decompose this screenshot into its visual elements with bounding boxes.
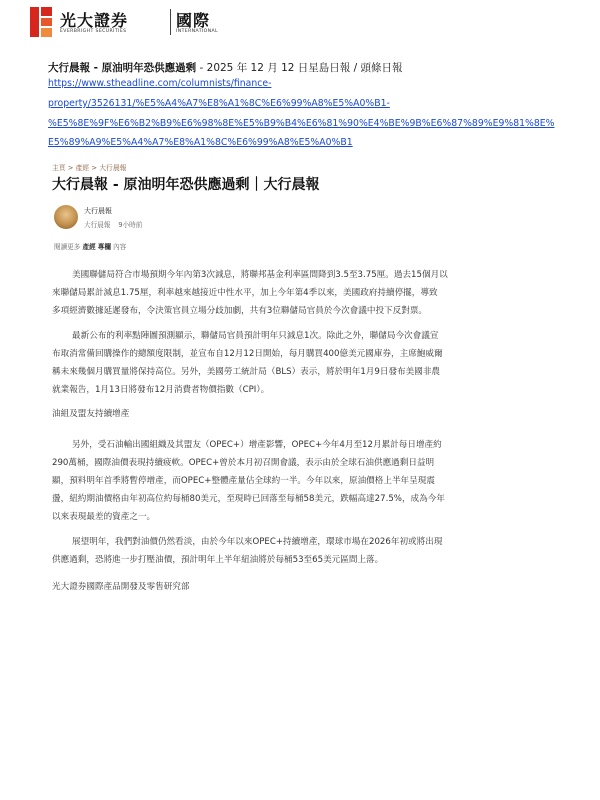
company-logo [30, 5, 230, 39]
article-paragraph [52, 436, 560, 526]
paragraph-line: 290萬桶，國際油價表現持續疲軟。OPEC+曾於本月初召開會議，表示由於全球石油供應過剩日益明 [52, 458, 435, 468]
breadcrumb[interactable]: 主頁 > 產經 > 大行晨報 [52, 164, 127, 172]
source-publisher: 星島日報 / 頭條日報 [308, 62, 403, 74]
article-url-line[interactable]: property/3526131/%E5%A4%A7%E8%A1%8C%E6%99%A8%E5%A0%B1- [48, 98, 390, 109]
logo-en-intl: INTERNATIONAL [176, 29, 219, 34]
paragraph-line: 多項經濟數據延遲發布，令決策官員立場分歧加劇，共有3位聯儲局官員於今次會議中投下反對票。 [52, 306, 428, 316]
article-paragraph [52, 327, 560, 399]
read-more-tags [54, 241, 126, 251]
author-column: 大行晨報 [84, 221, 111, 229]
publish-time: 9小時前 [118, 221, 143, 229]
paragraph-line: 供應過剩，恐將進一步打壓油價，預計明年上半年紐油將於每桶53至65美元區間上落。 [52, 555, 384, 565]
everbright-logo-icon [30, 7, 52, 37]
source-line [48, 60, 568, 75]
paragraph-line: 就業報告，1月13日將發布12月消費者物價指數（CPI）。 [52, 385, 270, 395]
source-date: - 2025 年 12 月 12 日 [196, 62, 309, 74]
article-title: 大行晨報 - 原油明年恐供應過剩｜大行晨報 [52, 177, 320, 193]
author-meta [84, 219, 150, 229]
article-paragraph [52, 533, 560, 569]
tag-link[interactable]: 產經 [82, 243, 96, 251]
author-avatar[interactable] [54, 205, 78, 229]
paragraph-line: 另外，受石油輸出國組織及其盟友（OPEC+）增產影響，OPEC+今年4月至12月累計每日增產約 [72, 440, 442, 450]
paragraph-line: 盪，紐約期油價格由年初高位約每桶80美元，至現時已回落至每桶58美元，跌幅高達27.5%，成為今年 [52, 494, 445, 504]
article-url-line[interactable]: E5%89%A9%E5%A4%A7%E8%A1%8C%E6%99%A8%E5%A0%B1 [48, 137, 353, 148]
author-name[interactable]: 大行晨報 [84, 207, 112, 215]
paragraph-line: 稱未來幾個月購買量將保持高位。另外，美國勞工統計局（BLS）表示，將於明年1月9日發布美國非農 [52, 367, 441, 377]
article-url-line[interactable]: https://www.stheadline.com/columnists/finance- [48, 78, 272, 89]
source-title: 大行晨報 - 原油明年恐供應過剩 [48, 62, 197, 74]
tag-link[interactable]: 專欄 [97, 243, 111, 251]
article-url-line[interactable]: %E5%8E%9F%E6%B2%B9%E6%98%8E%E5%B9%B4%E6%81%90%E4%BE%9B%E6%87%89%E9%81%8E% [48, 118, 555, 129]
paragraph-line: 顯，預料明年首季將暫停增產，而OPEC+整體產量佔全球約一半。今年以來，原油價格上半年呈現震 [52, 476, 435, 486]
section-subheading: 油組及盟友持續增產 [52, 409, 130, 419]
paragraph-line: 最新公布的利率點陣圖預測顯示，聯儲局官員預計明年只減息1次。除此之外，聯儲局今次會議宣 [72, 331, 439, 341]
logo-en-name: EVERBRIGHT SECURITIES [60, 29, 127, 34]
paragraph-line: 布取消常備回購操作的總額度限制，並宣布自12月12日開始，每月購買400億美元國庫券，主席鮑威爾 [52, 349, 443, 359]
logo-divider [170, 9, 171, 35]
paragraph-line: 來聯儲局累計減息1.75厘，利率越來越接近中性水平，加上今年第4季以來，美國政府持續停擺，導致 [52, 288, 438, 298]
article-paragraph [52, 266, 560, 320]
paragraph-line: 美國聯儲局符合市場預期今年內第3次減息，將聯邦基金利率區間降到3.5至3.75厘。過去15個月以 [72, 270, 448, 280]
paragraph-line: 以來表現最差的資產之一。 [52, 512, 156, 522]
read-more-suffix: 內容 [110, 243, 127, 251]
read-more-prefix: 閱讀更多 [54, 243, 83, 251]
article-signoff: 光大證券國際產品開發及零售研究部 [52, 582, 190, 592]
paragraph-line: 展望明年，我們對油價仍然看淡，由於今年以來OPEC+持續增產，環球市場在2026年初或將出現 [72, 537, 443, 547]
logo-cn-name: 光大證券 [60, 11, 129, 30]
logo-cn-intl: 國際 [176, 11, 211, 30]
